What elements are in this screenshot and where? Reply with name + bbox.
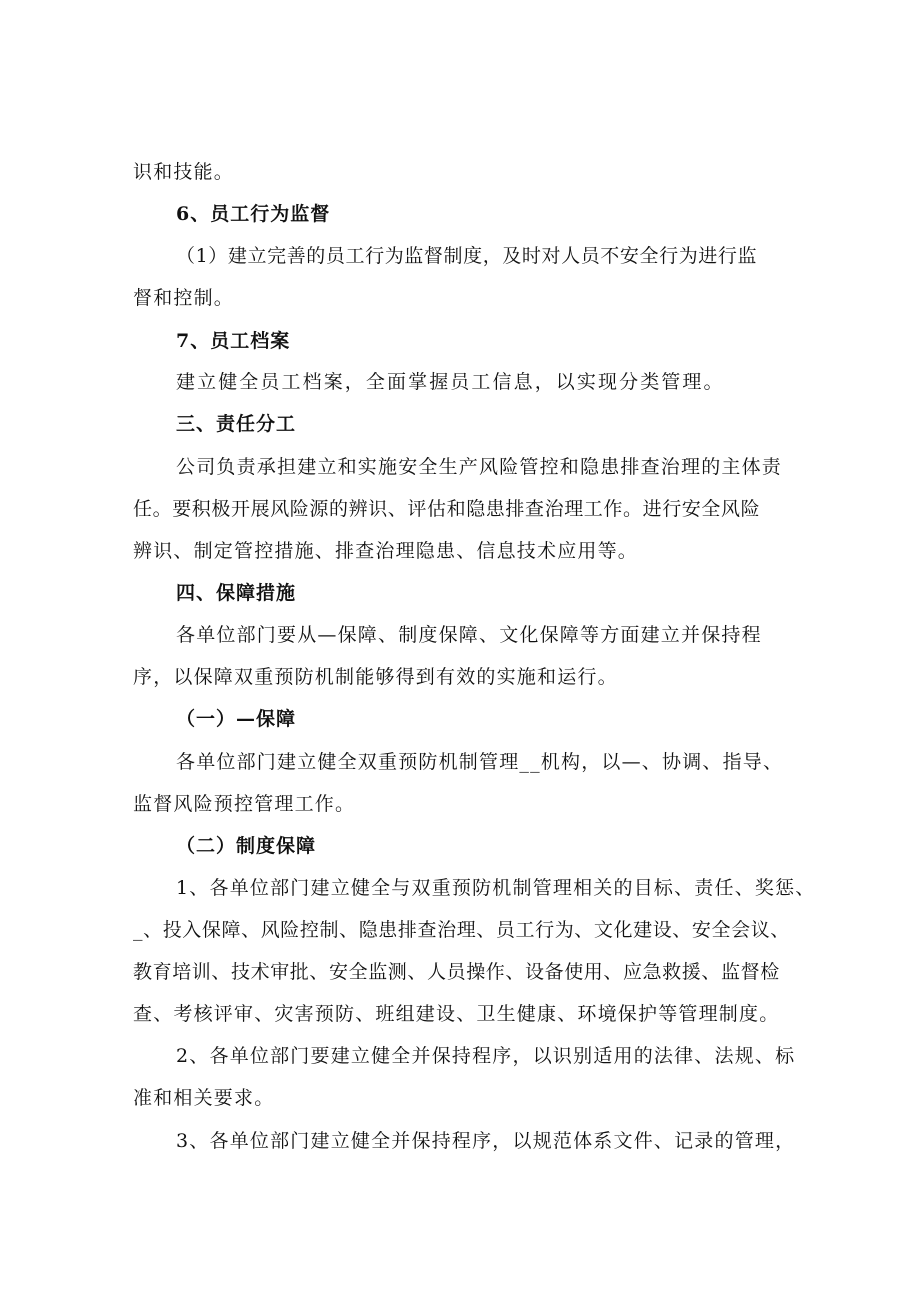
paragraph-line: 任。要积极开展风险源的辨识、评估和隐患排查治理工作。进行安全风险 [133, 498, 761, 520]
section-heading: 6、员工行为监督 [176, 203, 331, 225]
paragraph-line: 建立健全员工档案，全面掌握员工信息，以实现分类管理。 [176, 371, 725, 393]
paragraph-line: 监督风险预控管理工作。 [133, 793, 356, 815]
paragraph-line: 2、各单位部门要建立健全并保持程序，以识别适用的法律、法规、标 [176, 1045, 796, 1067]
paragraph-line: _、投入保障、风险控制、隐患排查治理、员工行为、文化建设、安全会议、 [133, 919, 790, 941]
paragraph-line: 辨识、制定管控措施、排查治理隐患、信息技术应用等。 [133, 540, 639, 562]
paragraph-line: 准和相关要求。 [133, 1087, 275, 1109]
section-heading: 7、员工档案 [176, 330, 291, 352]
section-heading: 三、责任分工 [176, 413, 297, 435]
paragraph-line: 序，以保障双重预防机制能够得到有效的实施和运行。 [133, 666, 618, 688]
paragraph-line: （1）建立完善的员工行为监督制度，及时对人员不安全行为进行监 [176, 245, 758, 267]
subsection-heading: （一）—保障 [176, 708, 297, 730]
paragraph-line: 教育培训、技术审批、安全监测、人员操作、设备使用、应急救援、监督检 [133, 961, 780, 983]
paragraph-line: 公司负责承担建立和实施安全生产风险管控和隐患排查治理的主体责 [176, 456, 783, 478]
paragraph-line: 3、各单位部门建立健全并保持程序，以规范体系文件、记录的管理， [176, 1130, 796, 1152]
subsection-heading: （二）制度保障 [176, 835, 317, 857]
paragraph-line: 督和控制。 [133, 287, 235, 309]
paragraph-line: 各单位部门建立健全双重预防机制管理__机构，以—、协调、指导、 [176, 751, 784, 773]
paragraph-line: 查、考核评审、灾害预防、班组建设、卫生健康、环境保护等管理制度。 [133, 1003, 780, 1025]
paragraph-line: 1、各单位部门建立健全与双重预防机制管理相关的目标、责任、奖惩、 [176, 877, 816, 899]
section-heading: 四、保障措施 [176, 582, 297, 604]
paragraph-line: 识和技能。 [133, 161, 235, 183]
paragraph-line: 各单位部门要从—保障、制度保障、文化保障等方面建立并保持程 [176, 624, 762, 646]
